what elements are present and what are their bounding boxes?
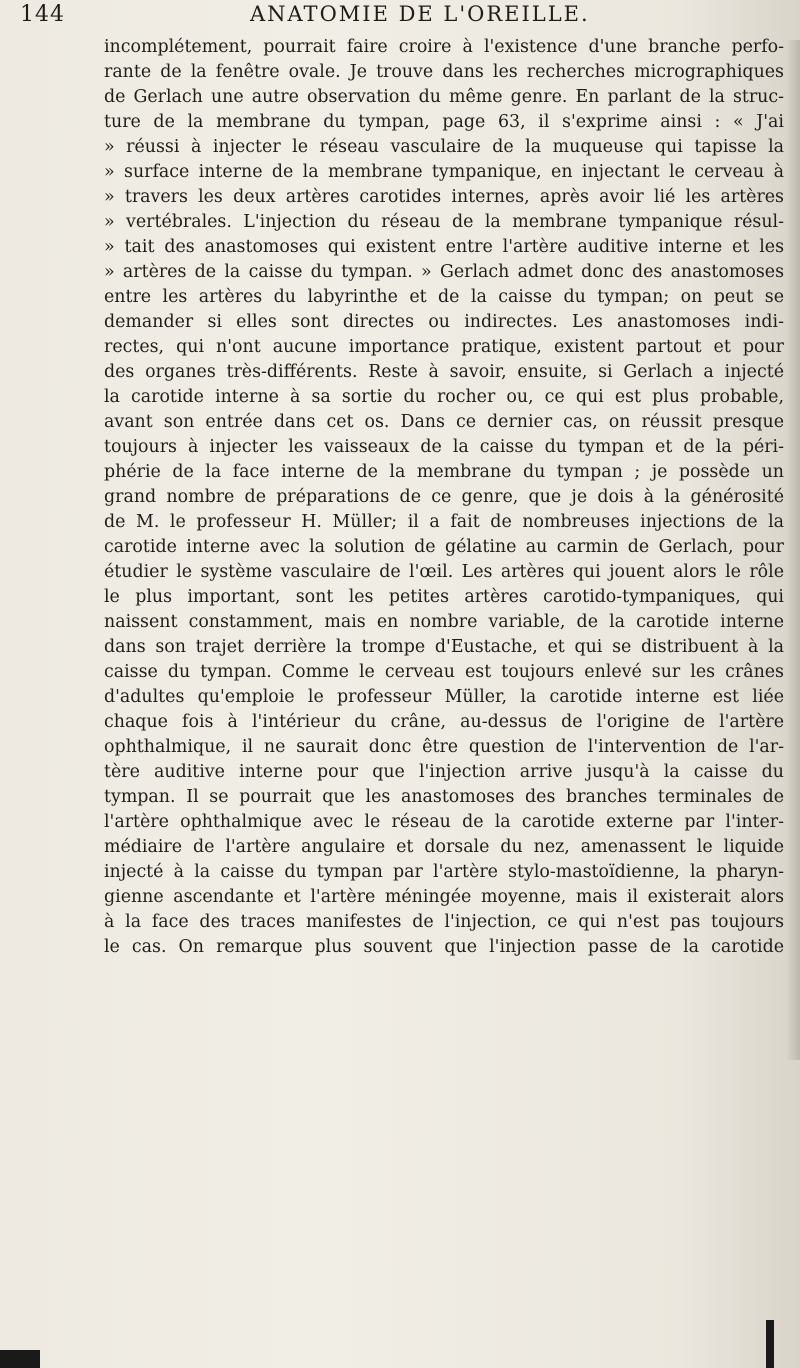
text-line: naissent constamment, mais en nombre variable, de la carotide interne [104,612,784,632]
text-line: la carotide interne à sa sortie du rocher ou, ce qui est plus probable, [104,387,784,407]
text-line: dans son trajet derrière la trompe d'Eustache, et qui se distribuent à la [104,637,784,657]
running-head [20,2,780,32]
text-line: rante de la fenêtre ovale. Je trouve dans les recherches micrographiques [104,62,784,82]
text-line: injecté à la caisse du tympan par l'artère stylo-mastoïdienne, la pharyn- [104,862,784,882]
text-line: gienne ascendante et l'artère méningée moyenne, mais il existerait alors [104,887,784,907]
text-line: rectes, qui n'ont aucune importance pratique, existent partout et pour [104,337,784,357]
text-line: des organes très-différents. Reste à savoir, ensuite, si Gerlach a injecté [104,362,784,382]
text-line: entre les artères du labyrinthe et de la caisse du tympan; on peut se [104,287,784,307]
text-line: le cas. On remarque plus souvent que l'injection passe de la carotide [104,937,784,957]
text-line: à la face des traces manifestes de l'injection, ce qui n'est pas toujours [104,912,784,932]
text-line: de Gerlach une autre observation du même genre. En parlant de la struc- [104,87,784,107]
text-line: phérie de la face interne de la membrane du tympan ; je possède un [104,462,784,482]
scan-mark-left [0,1350,40,1368]
text-line: avant son entrée dans cet os. Dans ce dernier cas, on réussit presque [104,412,784,432]
text-line: » travers les deux artères carotides internes, après avoir lié les artères [104,187,784,207]
running-title: ANATOMIE DE L'OREILLE. [250,2,590,26]
text-line: ophthalmique, il ne saurait donc être question de l'intervention de l'ar- [104,737,784,757]
page-edge-shadow [786,40,800,1060]
text-line: chaque fois à l'intérieur du crâne, au-dessus de l'origine de l'artère [104,712,784,732]
text-line: d'adultes qu'emploie le professeur Müller, la carotide interne est liée [104,687,784,707]
text-line: » réussi à injecter le réseau vasculaire de la muqueuse qui tapisse la [104,137,784,157]
text-line: » tait des anastomoses qui existent entre l'artère auditive interne et les [104,237,784,257]
text-line: étudier le système vasculaire de l'œil. Les artères qui jouent alors le rôle [104,562,784,582]
scan-mark-right [766,1320,774,1368]
body-text [104,35,784,960]
page-number: 144 [20,2,65,27]
text-line: tère auditive interne pour que l'injection arrive jusqu'à la caisse du [104,762,784,782]
text-line: carotide interne avec la solution de gélatine au carmin de Gerlach, pour [104,537,784,557]
text-line: tympan. Il se pourrait que les anastomoses des branches terminales de [104,787,784,807]
text-line: incomplétement, pourrait faire croire à l'existence d'une branche perfo- [104,37,784,57]
text-line: » vertébrales. L'injection du réseau de la membrane tympanique résul- [104,212,784,232]
text-line: ture de la membrane du tympan, page 63, il s'exprime ainsi : « J'ai [104,112,784,132]
text-line: » artères de la caisse du tympan. » Gerlach admet donc des anastomoses [104,262,784,282]
text-line: grand nombre de préparations de ce genre, que je dois à la générosité [104,487,784,507]
text-line: le plus important, sont les petites artères carotido-tympaniques, qui [104,587,784,607]
text-line: médiaire de l'artère angulaire et dorsale du nez, amenassent le liquide [104,837,784,857]
text-line: de M. le professeur H. Müller; il a fait de nombreuses injections de la [104,512,784,532]
text-line: caisse du tympan. Comme le cerveau est toujours enlevé sur les crânes [104,662,784,682]
text-line: demander si elles sont directes ou indirectes. Les anastomoses indi- [104,312,784,332]
text-line: » surface interne de la membrane tympanique, en injectant le cerveau à [104,162,784,182]
text-line: l'artère ophthalmique avec le réseau de la carotide externe par l'inter- [104,812,784,832]
text-line: toujours à injecter les vaisseaux de la caisse du tympan et de la péri- [104,437,784,457]
